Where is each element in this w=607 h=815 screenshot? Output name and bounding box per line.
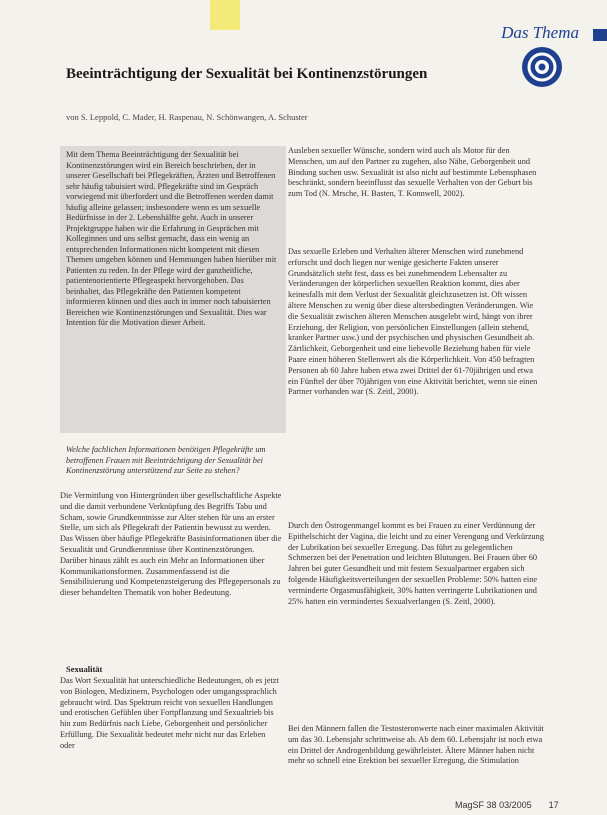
- right-paragraph-3: Durch den Östrogenmangel kommt es bei Frauen zu einer Verdünnung der Epithelschicht der Vagina, die leicht und zu einer Verengung und Verkürzung der Lubrikation bei sexueller Erregung. Das führt zu gelegentlichen Schmerzen bei der Penetration und leichten Blutungen. Bei Frauen über 60 Jahren bei guter Gesundheit und mit festem Sexualpartner ergaben sich folgende Häufigkeitsverteilungen der sexuellen Probleme: 50% hatten eine verminderte Orgasmusfähigkeit, 30% hatten verringerte Lubrikationen und 25% hatten ein vermindertes Sexualverlangen (S. Zeitl, 2000).: [288, 521, 544, 606]
- article-authors: von S. Leppold, C. Mader, H. Raspenau, N. Schönwangen, A. Schuster: [66, 112, 308, 122]
- answer-paragraph: Die Vermittlung von Hintergründen über gesellschaftliche Aspekte und die damit verbundene Verknüpfung des Begriffs Tabu und Scham, sowie Grundkenntnisse zur Alter stehen für uns an erster Stelle, um sich als Pflegekraft der Patientin bewusst zu werden. Das Wissen über häufige Pflegekräfte Basisinformationen über die Sexualität und Grundkenntnisse über Kontinenzstörungen. Darüber hinaus zählt es auch ein Mehr an Informationen über Kommunikationsformen. Zusammenfassend ist die Sensibilisierung und Kompetenzsteigerung des Pflegepersonals zu dieser behandelten Thematik von hoher Bedeutung.: [60, 491, 282, 598]
- magazine-logo-icon: [521, 46, 563, 88]
- sticky-note: [210, 0, 240, 30]
- section-marker-square: [593, 29, 607, 41]
- sexuality-paragraph: Das Wort Sexualität hat unterschiedliche Bedeutungen, ob es jetzt von Biologen, Medizinern, Psychologen oder umgangssprachlich gebraucht wird. Das Spektrum reicht von sexuellen Handlungen und erotischen Gefühlen über Fortpflanzung und Sexualtrieb bis hin zum Bedürfnis nach Liebe, Geborgenheit und persönlicher Erfüllung. Die Sexualität bedeutet mehr nicht nur das Erleben oder: [60, 676, 279, 750]
- page-footer: [455, 800, 559, 810]
- intro-text: [66, 150, 280, 329]
- research-question: Welche fachlichen Informationen benötigen Pflegekräfte um betroffenen Frauen mit Beeinträchtigung der Sexualität bei Kontinenzstörung unterstützend zur Seite zu stehen?: [66, 445, 266, 475]
- section-title: Das Thema: [501, 23, 579, 42]
- right-column-block-2: [288, 247, 544, 398]
- answer-block: [60, 491, 282, 599]
- right-column-block-1: [288, 146, 544, 200]
- right-paragraph-1: Ausleben sexueller Wünsche, sondern wird auch als Motor für den Menschen, um auf den Partner zu zugehen, also Nähe, Geborgenheit und Bindung suchen usw. Sexualität ist also nicht auf bestimmte Lebensphasen beschränkt, sondern beeinflusst das sexuelle Verhalten von der Geburt bis zum Tod (N. Mrsche, H. Basten, T. Konnwell, 2002).: [288, 146, 537, 199]
- footer-issue-date: 03/2005: [499, 800, 532, 810]
- section-header: [495, 23, 607, 45]
- footer-issue-number: 38: [486, 800, 497, 810]
- right-column-block-4: [288, 724, 544, 767]
- sexuality-block: [60, 676, 282, 752]
- right-column-block-3: [288, 521, 544, 607]
- right-paragraph-2: Das sexuelle Erleben und Verhalten älterer Menschen wird zunehmend erforscht und doch liegen nur wenige gesicherte Fakten unserer Grundsätzlich steht fest, dass es bei zunehmendem Lebensalter zu Veränderungen der körperlichen sexuellen Reaktion kommt, dies aber keinesfalls mit dem Verlust der Sexualität gleichzusetzen ist. Oft wissen ältere Menschen zu wenig über diese altersbedingten Veränderungen. Wie die Sexualität zwischen älteren Menschen ausgelebt wird, hängt von ihrer Erziehung, der Religion, von persönlichen Einstellungen (allein stehend, kranker Partner usw.) und der psychischen und physischen Gesundheit ab. Zärtlichkeit, Geborgenheit und eine liebevolle Beziehung haben für viele Paare einen höheren Stellenwert als die Körperlichkeit. Von 450 befragten Personen ab 60 Jahre haben etwa zwei Drittel der 61-70jährigen und etwa ein Fünftel der über 70jährigen von eine Aktivität berichtet, wenn sie einen Partner vorhanden war (S. Zeitl, 2000).: [288, 247, 538, 397]
- footer-page-number: 17: [548, 800, 559, 810]
- subheading-sexuality: Sexualität: [66, 664, 103, 674]
- right-paragraph-4: Bei den Männern fallen die Testosteronwerte nach einer maximalen Aktivität um das 30. Lebensjahr schrittweise ab. Ab dem 60. Lebensjahr ist noch etwa ein Drittel der Androgenbildung gewährleistet. Ältere Männer haben nicht mehr so schnell eine Erektion bei sexueller Erregung, die Stimulation: [288, 724, 544, 766]
- intro-paragraph: Mit dem Thema Beeinträchtigung der Sexualität bei Kontinenzstörungen wird ein Bereich beschrieben, der in unserer Gesellschaft bei Pflegekräften, Ärzten und Betroffenen sehr häufig tabuisiert wird. Pflegekräfte sind im Gespräch vorwiegend mit überfordert und die Betroffenen werden damit häufig alleine gelassen; insbesondere wenn es um sexuelle Bedürfnisse in der 2. Lebenshälfte geht. Auch in unserer Projektgruppe haben wir die Erfahrung in Gesprächen mit Kolleginnen und uns selbst gemacht, dass ein wenig an entsprechenden Informationen nicht kompetent mit diesen Themen umgehen können und Hemmungen haben hierüber mit Patienten zu reden. In der Pflege wird der ganzheitliche, patientenorientierte Pflegeaspekt hervorgehoben. Das beinhaltet, das Pflegekräfte den Patienten kompetent informieren können und dies auch in immer noch tabuisierten Bereichen wie Kontinenzstörungen und Sexualität. Dies war Intention für die Motivation dieser Arbeit.: [66, 150, 277, 327]
- article-title: Beeinträchtigung der Sexualität bei Kontinenzstörungen: [66, 66, 428, 82]
- footer-magazine: MagSF: [455, 800, 485, 810]
